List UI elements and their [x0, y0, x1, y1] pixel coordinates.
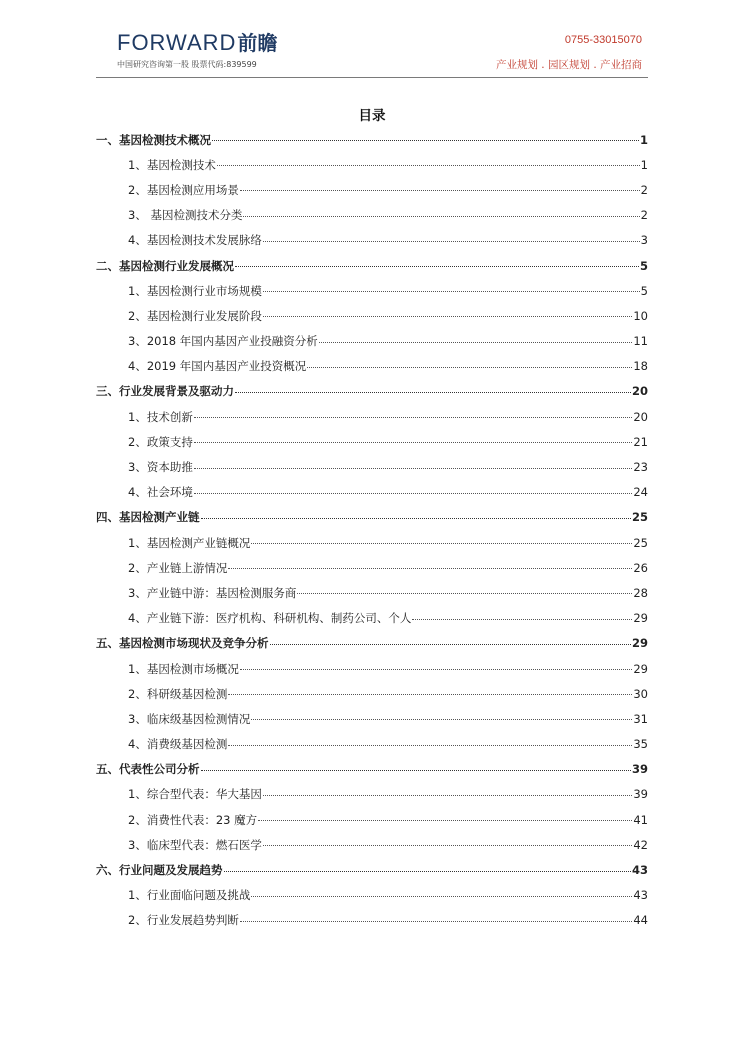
toc-entry-label: 4、社会环境 [128, 485, 193, 500]
toc-entry-page-number: 18 [633, 359, 648, 374]
toc-entry-label: 4、2019 年国内基因产业投资概况 [128, 359, 307, 374]
toc-entry-label: 2、基因检测应用场景 [128, 182, 239, 197]
toc-subsection-entry[interactable] [96, 706, 648, 731]
toc-entry-label: 1、基因检测市场概况 [128, 661, 239, 676]
toc-entry-label: 六、行业问题及发展趋势 [96, 863, 223, 878]
toc-entry-page-number: 31 [633, 711, 648, 726]
toc-entry-page-number: 5 [639, 258, 648, 273]
toc-entry-page-number: 21 [633, 434, 648, 449]
toc-entry-page-number: 10 [633, 308, 648, 323]
toc-entry-page-number: 29 [631, 636, 648, 651]
toc-entry-label: 五、基因检测市场现状及竞争分析 [96, 636, 269, 651]
toc-subsection-entry[interactable] [96, 606, 648, 631]
toc-entry-label: 1、技术创新 [128, 409, 193, 424]
dot-leader [201, 518, 631, 519]
toc-entry-label: 2、科研级基因检测 [128, 686, 228, 701]
dot-leader [224, 871, 631, 872]
toc-section-entry[interactable] [96, 379, 648, 404]
toc-subsection-entry[interactable] [96, 832, 648, 857]
toc-section-entry[interactable] [96, 127, 648, 152]
toc-subsection-entry[interactable] [96, 404, 648, 429]
toc-section-entry[interactable] [96, 757, 648, 782]
toc-entry-page-number: 25 [631, 510, 648, 525]
dot-leader [412, 619, 632, 620]
toc-entry-page-number: 43 [633, 888, 648, 903]
toc-entry-label: 3、产业链中游：基因检测服务商 [128, 585, 297, 600]
dot-leader [251, 719, 632, 720]
toc-subsection-entry[interactable] [96, 807, 648, 832]
dot-leader [263, 291, 640, 292]
toc-entry-page-number: 25 [633, 535, 648, 550]
dot-leader [258, 820, 632, 821]
dot-leader [307, 367, 632, 368]
toc-entry-page-number: 35 [633, 737, 648, 752]
dot-leader [201, 770, 631, 771]
dot-leader [194, 442, 633, 443]
toc-subsection-entry[interactable] [96, 908, 648, 933]
toc-entry-page-number: 26 [633, 560, 648, 575]
toc-entry-page-number: 43 [631, 863, 648, 878]
service-slogan: 产业规划 . 园区规划 . 产业招商 [495, 59, 642, 71]
toc-entry-page-number: 11 [633, 334, 648, 349]
toc-subsection-entry[interactable] [96, 555, 648, 580]
toc-entry-label: 3、资本助推 [128, 460, 193, 475]
toc-entry-page-number: 42 [633, 837, 648, 852]
toc-entry-page-number: 2 [640, 208, 648, 223]
toc-entry-label: 二、基因检测行业发展概况 [96, 258, 234, 273]
toc-entry-label: 3、 基因检测技术分类 [128, 208, 243, 223]
page-header [0, 0, 744, 82]
toc-entry-label: 2、基因检测行业发展阶段 [128, 308, 262, 323]
dot-leader [228, 745, 632, 746]
dot-leader [251, 543, 632, 544]
dot-leader [243, 216, 639, 217]
toc-entry-label: 2、行业发展趋势判断 [128, 913, 239, 928]
toc-entry-label: 4、产业链下游：医疗机构、科研机构、制药公司、个人 [128, 611, 412, 626]
dot-leader [235, 266, 639, 267]
toc-entry-label: 1、行业面临问题及挑战 [128, 888, 251, 903]
toc-entry-label: 2、产业链上游情况 [128, 560, 228, 575]
dot-leader [194, 417, 633, 418]
toc-entry-label: 1、基因检测技术 [128, 157, 216, 172]
toc-subsection-entry[interactable] [96, 732, 648, 757]
toc-section-entry[interactable] [96, 253, 648, 278]
dot-leader [263, 845, 633, 846]
toc-title: 目录 [358, 108, 386, 124]
dot-leader [263, 795, 633, 796]
toc-entry-label: 4、基因检测技术发展脉络 [128, 233, 262, 248]
toc-subsection-entry[interactable] [96, 530, 648, 555]
dot-leader [240, 190, 640, 191]
toc-subsection-entry[interactable] [96, 354, 648, 379]
dot-leader [240, 669, 633, 670]
contact-phone: 0755-33015070 [564, 34, 642, 46]
dot-leader [194, 468, 633, 469]
toc-entry-label: 一、基因检测技术概况 [96, 132, 211, 147]
toc-entry-label: 三、行业发展背景及驱动力 [96, 384, 234, 399]
toc-subsection-entry[interactable] [96, 429, 648, 454]
company-tagline: 中国研究咨询第一股 股票代码:839599 [117, 60, 257, 69]
toc-subsection-entry[interactable] [96, 303, 648, 328]
dot-leader [297, 593, 632, 594]
dot-leader [212, 140, 639, 141]
toc-entry-label: 4、消费级基因检测 [128, 737, 228, 752]
toc-entry-label: 2、政策支持 [128, 434, 193, 449]
dot-leader [270, 644, 631, 645]
toc-entry-page-number: 3 [640, 233, 648, 248]
toc-entry-page-number: 24 [633, 485, 648, 500]
dot-leader [217, 165, 640, 166]
toc-subsection-entry[interactable] [96, 480, 648, 505]
toc-entry-page-number: 23 [633, 460, 648, 475]
toc-entry-page-number: 2 [640, 182, 648, 197]
toc-entry-page-number: 30 [633, 686, 648, 701]
toc-entry-page-number: 1 [639, 132, 648, 147]
toc-subsection-entry[interactable] [96, 681, 648, 706]
toc-subsection-entry[interactable] [96, 228, 648, 253]
toc-entry-page-number: 20 [633, 409, 648, 424]
dot-leader [240, 921, 633, 922]
toc-section-entry[interactable] [96, 505, 648, 530]
forward-logo [117, 31, 277, 55]
logo-chinese: 前瞻 [237, 31, 278, 55]
header-divider [96, 77, 648, 78]
dot-leader [194, 493, 633, 494]
toc-entry-page-number: 28 [633, 585, 648, 600]
toc-entry-page-number: 1 [640, 157, 648, 172]
toc-entry-label: 1、基因检测产业链概况 [128, 535, 251, 550]
toc-subsection-entry[interactable] [96, 329, 648, 354]
toc-entry-page-number: 39 [633, 787, 648, 802]
toc-entry-label: 五、代表性公司分析 [96, 762, 200, 777]
dot-leader [228, 694, 632, 695]
dot-leader [263, 316, 633, 317]
toc-subsection-entry[interactable] [96, 203, 648, 228]
dot-leader [228, 568, 632, 569]
toc-entry-label: 2、消费性代表：23 魔方 [128, 812, 258, 827]
dot-leader [235, 392, 631, 393]
toc-entry-page-number: 41 [633, 812, 648, 827]
toc-entry-page-number: 29 [633, 661, 648, 676]
logo-latin: FORWARD [117, 30, 237, 55]
toc-entry-page-number: 5 [640, 283, 648, 298]
toc-entry-label: 3、临床型代表：燃石医学 [128, 837, 262, 852]
toc-entry-label: 3、临床级基因检测情况 [128, 711, 251, 726]
toc-subsection-entry[interactable] [96, 177, 648, 202]
toc-section-entry[interactable] [96, 857, 648, 882]
toc-subsection-entry[interactable] [96, 278, 648, 303]
dot-leader [251, 896, 632, 897]
toc-entry-page-number: 39 [631, 762, 648, 777]
dot-leader [319, 342, 633, 343]
toc-subsection-entry[interactable] [96, 454, 648, 479]
toc-entry-label: 1、综合型代表：华大基因 [128, 787, 262, 802]
toc-subsection-entry[interactable] [96, 782, 648, 807]
toc-subsection-entry[interactable] [96, 883, 648, 908]
toc-entry-page-number: 29 [633, 611, 648, 626]
toc-subsection-entry[interactable] [96, 152, 648, 177]
table-of-contents [96, 127, 648, 933]
toc-entry-label: 3、2018 年国内基因产业投融资分析 [128, 334, 318, 349]
toc-entry-page-number: 44 [633, 913, 648, 928]
toc-entry-label: 1、基因检测行业市场规模 [128, 283, 262, 298]
toc-subsection-entry[interactable] [96, 580, 648, 605]
toc-entry-page-number: 20 [631, 384, 648, 399]
toc-section-entry[interactable] [96, 631, 648, 656]
toc-entry-label: 四、基因检测产业链 [96, 510, 200, 525]
dot-leader [263, 241, 640, 242]
toc-subsection-entry[interactable] [96, 656, 648, 681]
